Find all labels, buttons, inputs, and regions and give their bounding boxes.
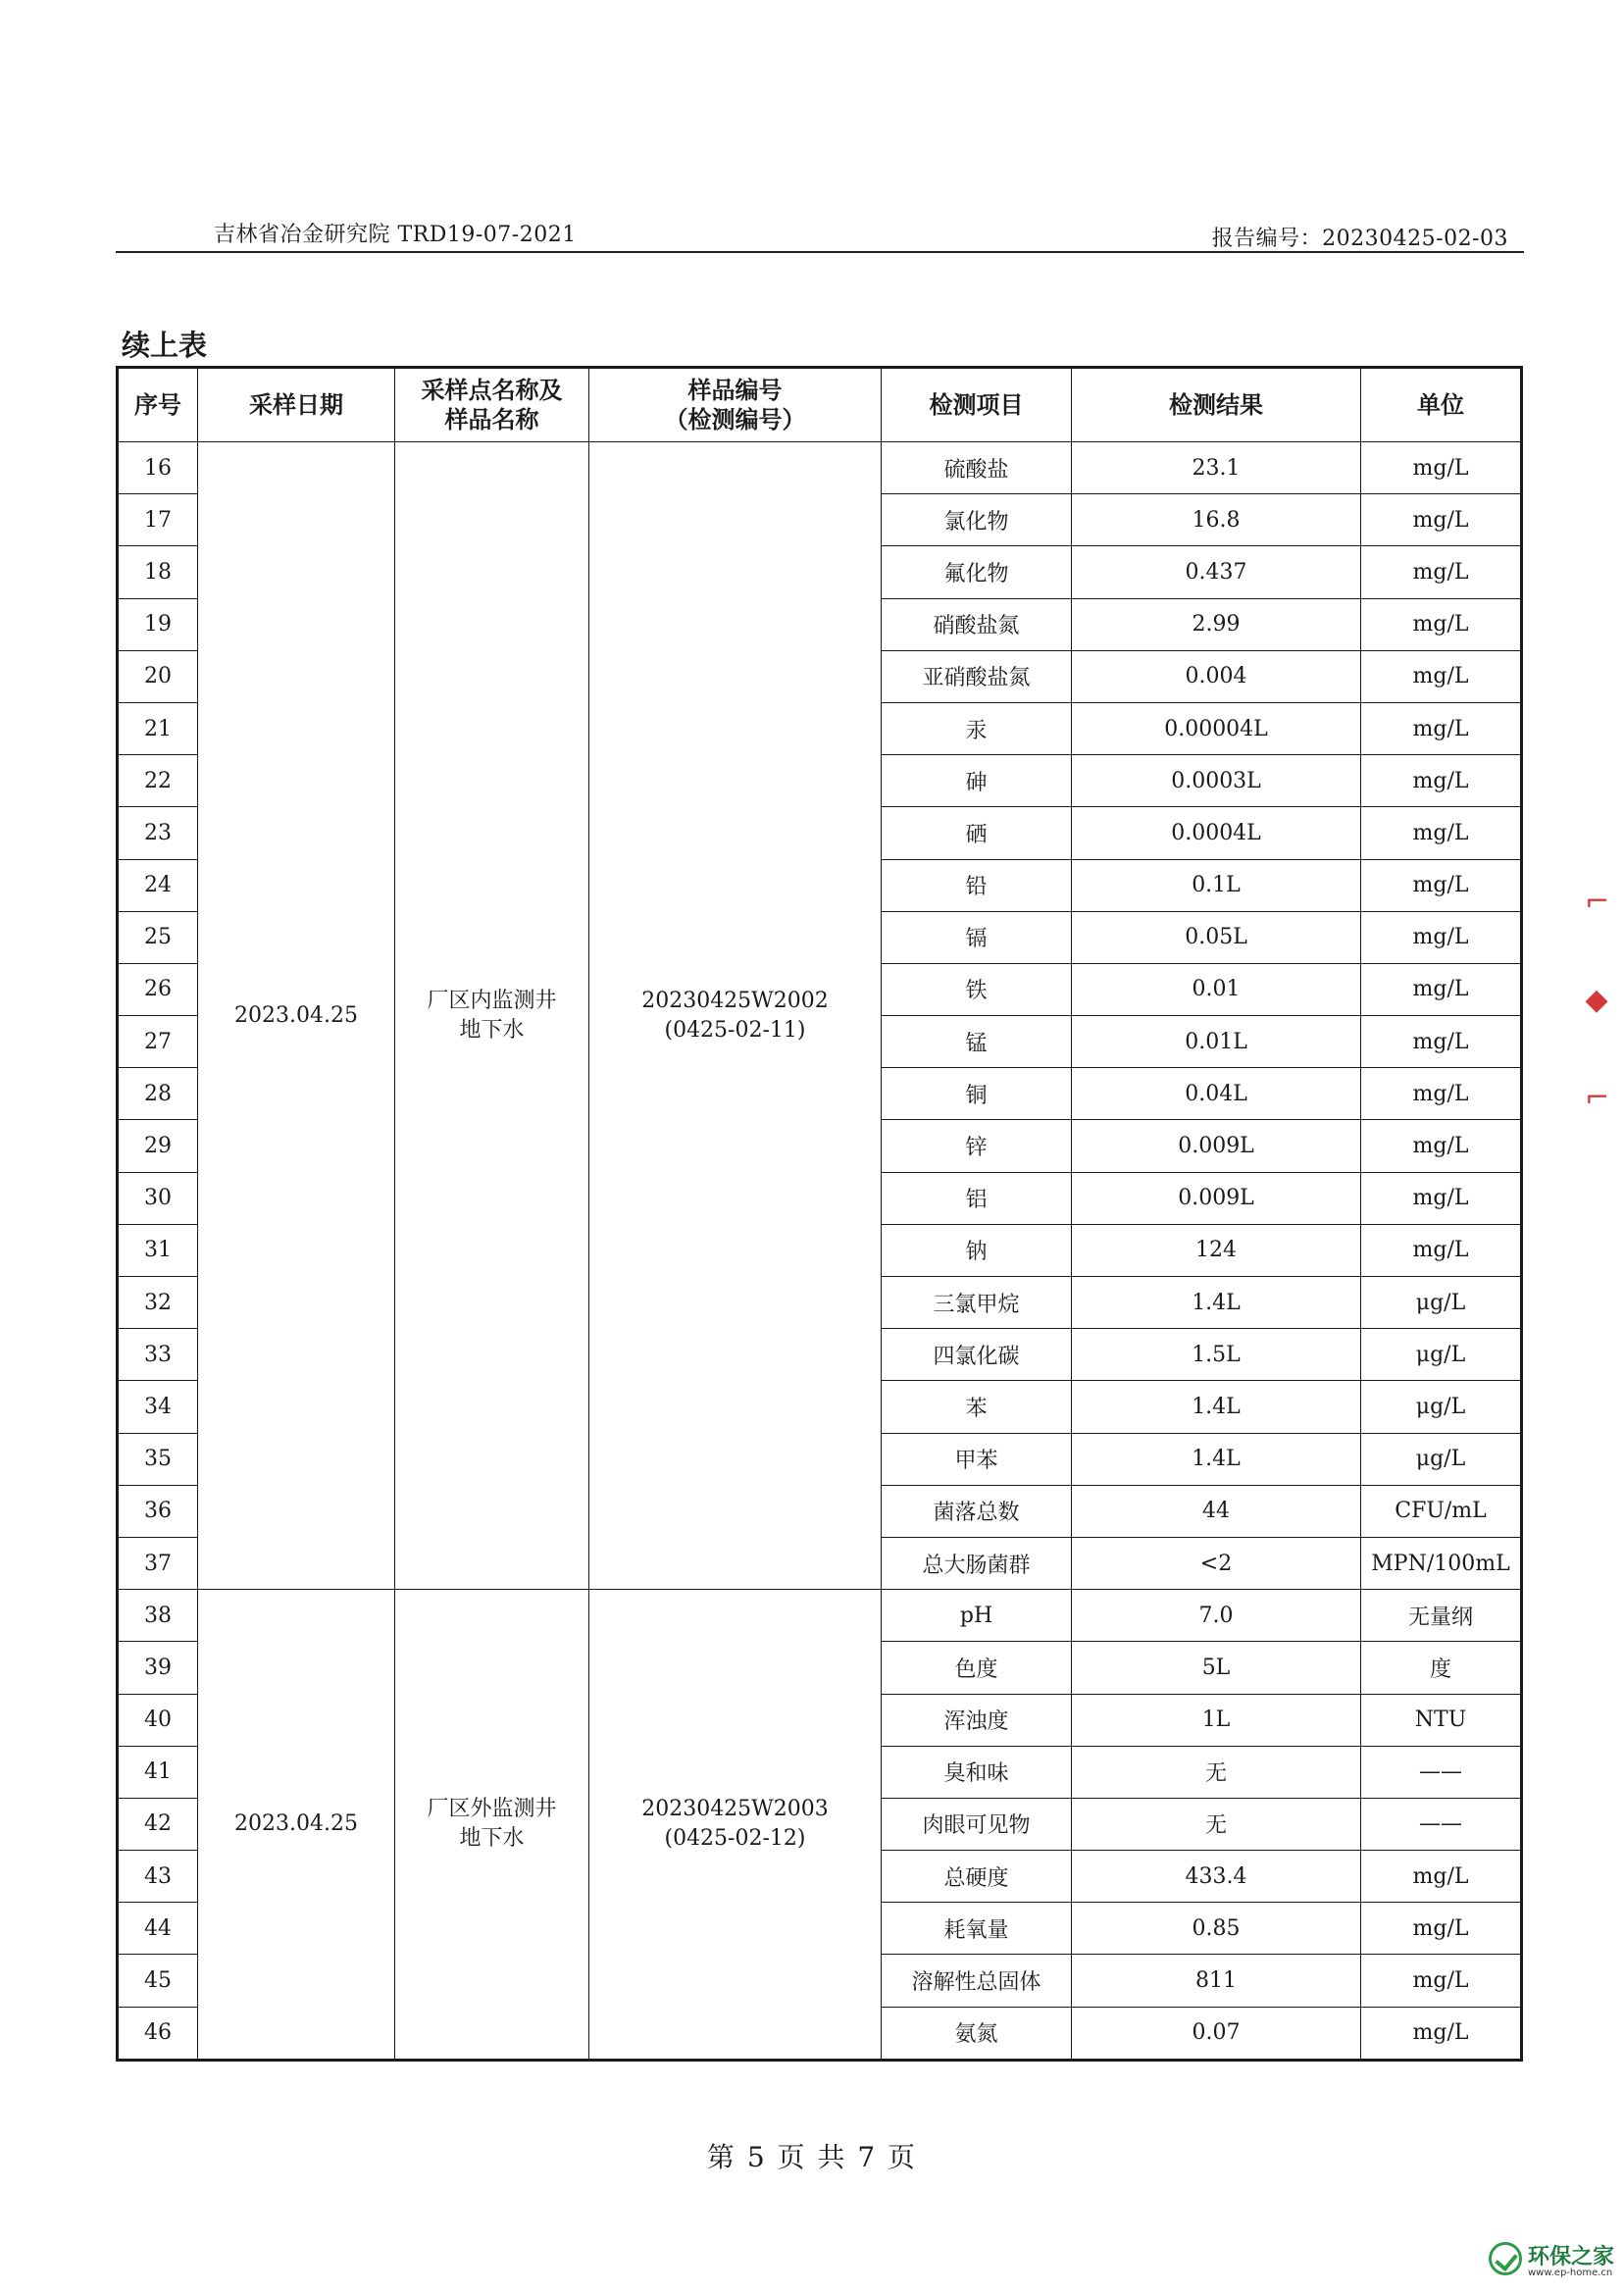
row-unit: mg/L xyxy=(1361,494,1522,546)
row-unit: mg/L xyxy=(1361,1224,1522,1276)
row-seq: 18 xyxy=(118,546,198,598)
row-seq: 20 xyxy=(118,650,198,702)
row-test-item: 氯化物 xyxy=(882,494,1072,546)
row-test-result: 23.1 xyxy=(1072,442,1361,494)
row-test-result: 16.8 xyxy=(1072,494,1361,546)
row-seq: 38 xyxy=(118,1590,198,1642)
row-test-item: 浑浊度 xyxy=(882,1694,1072,1746)
row-test-item: 铅 xyxy=(882,859,1072,911)
header-col-unit: 单位 xyxy=(1361,368,1522,442)
row-test-result: 2.99 xyxy=(1072,598,1361,650)
row-unit: mg/L xyxy=(1361,1851,1522,1903)
row-seq: 30 xyxy=(118,1172,198,1224)
row-test-result: 1L xyxy=(1072,1694,1361,1746)
row-seq: 17 xyxy=(118,494,198,546)
table-row xyxy=(118,1590,1522,1642)
row-test-item: 铁 xyxy=(882,963,1072,1015)
row-test-item: 亚硝酸盐氮 xyxy=(882,650,1072,702)
row-test-item: 氟化物 xyxy=(882,546,1072,598)
row-unit: mg/L xyxy=(1361,442,1522,494)
row-test-item: 铜 xyxy=(882,1068,1072,1120)
row-seq: 21 xyxy=(118,702,198,754)
group-sample-id: 20230425W2002 (0425-02-11) xyxy=(589,442,882,1590)
row-unit: MPN/100mL xyxy=(1361,1537,1522,1589)
header-col-test-item: 检测项目 xyxy=(882,368,1072,442)
row-seq: 22 xyxy=(118,755,198,807)
row-test-result: 0.04L xyxy=(1072,1068,1361,1120)
watermark-logo xyxy=(1489,2236,1622,2287)
row-test-result: 811 xyxy=(1072,1955,1361,2007)
red-seal-stamp-fragment: ⌐ ◆ ⌐ xyxy=(1585,885,1610,1115)
row-unit: mg/L xyxy=(1361,1016,1522,1068)
row-unit: mg/L xyxy=(1361,1068,1522,1120)
group-site-name: 厂区外监测井 地下水 xyxy=(395,1590,589,2061)
row-test-result: 1.4L xyxy=(1072,1381,1361,1433)
row-seq: 42 xyxy=(118,1798,198,1850)
row-seq: 40 xyxy=(118,1694,198,1746)
row-unit: mg/L xyxy=(1361,546,1522,598)
test-results-table xyxy=(116,366,1523,2062)
header-col-sample-id: 样品编号 （检测编号） xyxy=(589,368,882,442)
row-unit: 无量纲 xyxy=(1361,1590,1522,1642)
row-seq: 34 xyxy=(118,1381,198,1433)
row-unit: mg/L xyxy=(1361,2007,1522,2060)
row-unit: mg/L xyxy=(1361,755,1522,807)
row-test-result: 0.0004L xyxy=(1072,807,1361,859)
row-test-item: 硒 xyxy=(882,807,1072,859)
row-unit: mg/L xyxy=(1361,702,1522,754)
row-seq: 28 xyxy=(118,1068,198,1120)
row-test-result: 1.5L xyxy=(1072,1329,1361,1381)
row-seq: 43 xyxy=(118,1851,198,1903)
row-test-item: 钠 xyxy=(882,1224,1072,1276)
row-seq: 46 xyxy=(118,2007,198,2060)
row-test-item: 耗氧量 xyxy=(882,1903,1072,1955)
header-col-seq: 序号 xyxy=(118,368,198,442)
row-test-result: 0.1L xyxy=(1072,859,1361,911)
row-test-result: 0.01L xyxy=(1072,1016,1361,1068)
row-seq: 16 xyxy=(118,442,198,494)
row-test-item: 甲苯 xyxy=(882,1433,1072,1485)
page-footer: 第 5 页 共 7 页 xyxy=(706,2141,918,2173)
row-unit: mg/L xyxy=(1361,859,1522,911)
row-test-item: 镉 xyxy=(882,911,1072,963)
row-unit: mg/L xyxy=(1361,1903,1522,1955)
row-test-item: 肉眼可见物 xyxy=(882,1798,1072,1850)
row-test-result: 0.85 xyxy=(1072,1903,1361,1955)
group-sample-id: 20230425W2003 (0425-02-12) xyxy=(589,1590,882,2061)
row-test-result: 无 xyxy=(1072,1798,1361,1850)
row-test-result: 0.0003L xyxy=(1072,755,1361,807)
header-col-sampling-date: 采样日期 xyxy=(198,368,395,442)
row-test-result: 0.07 xyxy=(1072,2007,1361,2060)
row-unit: mg/L xyxy=(1361,807,1522,859)
row-test-result: 44 xyxy=(1072,1485,1361,1537)
row-test-item: 锰 xyxy=(882,1016,1072,1068)
row-unit: 度 xyxy=(1361,1642,1522,1694)
row-unit: —— xyxy=(1361,1798,1522,1850)
row-unit: mg/L xyxy=(1361,650,1522,702)
row-test-item: 色度 xyxy=(882,1642,1072,1694)
row-unit: —— xyxy=(1361,1746,1522,1798)
row-seq: 39 xyxy=(118,1642,198,1694)
row-test-item: 四氯化碳 xyxy=(882,1329,1072,1381)
row-test-item: 锌 xyxy=(882,1120,1072,1172)
row-test-result: 0.00004L xyxy=(1072,702,1361,754)
row-seq: 37 xyxy=(118,1537,198,1589)
row-seq: 26 xyxy=(118,963,198,1015)
row-unit: CFU/mL xyxy=(1361,1485,1522,1537)
row-unit: μg/L xyxy=(1361,1433,1522,1485)
row-test-item: 总硬度 xyxy=(882,1851,1072,1903)
row-test-item: 硝酸盐氮 xyxy=(882,598,1072,650)
row-test-item: pH xyxy=(882,1590,1072,1642)
row-test-result: 0.004 xyxy=(1072,650,1361,702)
row-seq: 25 xyxy=(118,911,198,963)
header-report-number: 报告编号：20230425-02-03 xyxy=(1211,227,1508,251)
row-test-result: <2 xyxy=(1072,1537,1361,1589)
row-seq: 32 xyxy=(118,1277,198,1329)
row-test-result: 0.01 xyxy=(1072,963,1361,1015)
row-test-result: 1.4L xyxy=(1072,1433,1361,1485)
table-header-row xyxy=(118,368,1522,442)
row-unit: mg/L xyxy=(1361,1955,1522,2007)
row-test-result: 124 xyxy=(1072,1224,1361,1276)
continued-table-title: 续上表 xyxy=(122,329,208,362)
header-col-site-name: 采样点名称及 样品名称 xyxy=(395,368,589,442)
row-unit: mg/L xyxy=(1361,598,1522,650)
leaf-check-icon xyxy=(1489,2242,1522,2275)
row-test-item: 氨氮 xyxy=(882,2007,1072,2060)
watermark-name: 环保之家 xyxy=(1528,2245,1615,2269)
row-seq: 41 xyxy=(118,1746,198,1798)
row-unit: mg/L xyxy=(1361,1172,1522,1224)
header-col-test-result: 检测结果 xyxy=(1072,368,1361,442)
group-site-name: 厂区内监测井 地下水 xyxy=(395,442,589,1590)
row-unit: NTU xyxy=(1361,1694,1522,1746)
row-test-item: 砷 xyxy=(882,755,1072,807)
row-test-item: 溶解性总固体 xyxy=(882,1955,1072,2007)
watermark-url: www.ep-home.cn xyxy=(1528,2268,1613,2278)
row-test-result: 无 xyxy=(1072,1746,1361,1798)
row-unit: μg/L xyxy=(1361,1277,1522,1329)
row-test-item: 三氯甲烷 xyxy=(882,1277,1072,1329)
row-unit: mg/L xyxy=(1361,911,1522,963)
row-test-item: 总大肠菌群 xyxy=(882,1537,1072,1589)
row-test-item: 硫酸盐 xyxy=(882,442,1072,494)
row-seq: 31 xyxy=(118,1224,198,1276)
row-unit: μg/L xyxy=(1361,1329,1522,1381)
group-sampling-date: 2023.04.25 xyxy=(198,1590,395,2061)
row-test-item: 菌落总数 xyxy=(882,1485,1072,1537)
row-test-result: 0.009L xyxy=(1072,1172,1361,1224)
row-test-result: 433.4 xyxy=(1072,1851,1361,1903)
row-seq: 24 xyxy=(118,859,198,911)
row-test-item: 苯 xyxy=(882,1381,1072,1433)
row-seq: 33 xyxy=(118,1329,198,1381)
row-seq: 27 xyxy=(118,1016,198,1068)
row-unit: μg/L xyxy=(1361,1381,1522,1433)
row-test-result: 5L xyxy=(1072,1642,1361,1694)
row-test-result: 7.0 xyxy=(1072,1590,1361,1642)
row-seq: 44 xyxy=(118,1903,198,1955)
row-seq: 23 xyxy=(118,807,198,859)
row-test-item: 臭和味 xyxy=(882,1746,1072,1798)
row-test-result: 0.05L xyxy=(1072,911,1361,963)
row-test-result: 0.009L xyxy=(1072,1120,1361,1172)
row-test-result: 1.4L xyxy=(1072,1277,1361,1329)
row-test-item: 汞 xyxy=(882,702,1072,754)
row-unit: mg/L xyxy=(1361,963,1522,1015)
group-sampling-date: 2023.04.25 xyxy=(198,442,395,1590)
row-seq: 29 xyxy=(118,1120,198,1172)
header-org-text: 吉林省冶金研究院 TRD19-07-2021 xyxy=(214,223,577,247)
row-seq: 36 xyxy=(118,1485,198,1537)
row-seq: 19 xyxy=(118,598,198,650)
row-unit: mg/L xyxy=(1361,1120,1522,1172)
header-rule xyxy=(116,251,1524,253)
table-row xyxy=(118,442,1522,494)
row-seq: 35 xyxy=(118,1433,198,1485)
row-test-item: 铝 xyxy=(882,1172,1072,1224)
row-test-result: 0.437 xyxy=(1072,546,1361,598)
row-seq: 45 xyxy=(118,1955,198,2007)
